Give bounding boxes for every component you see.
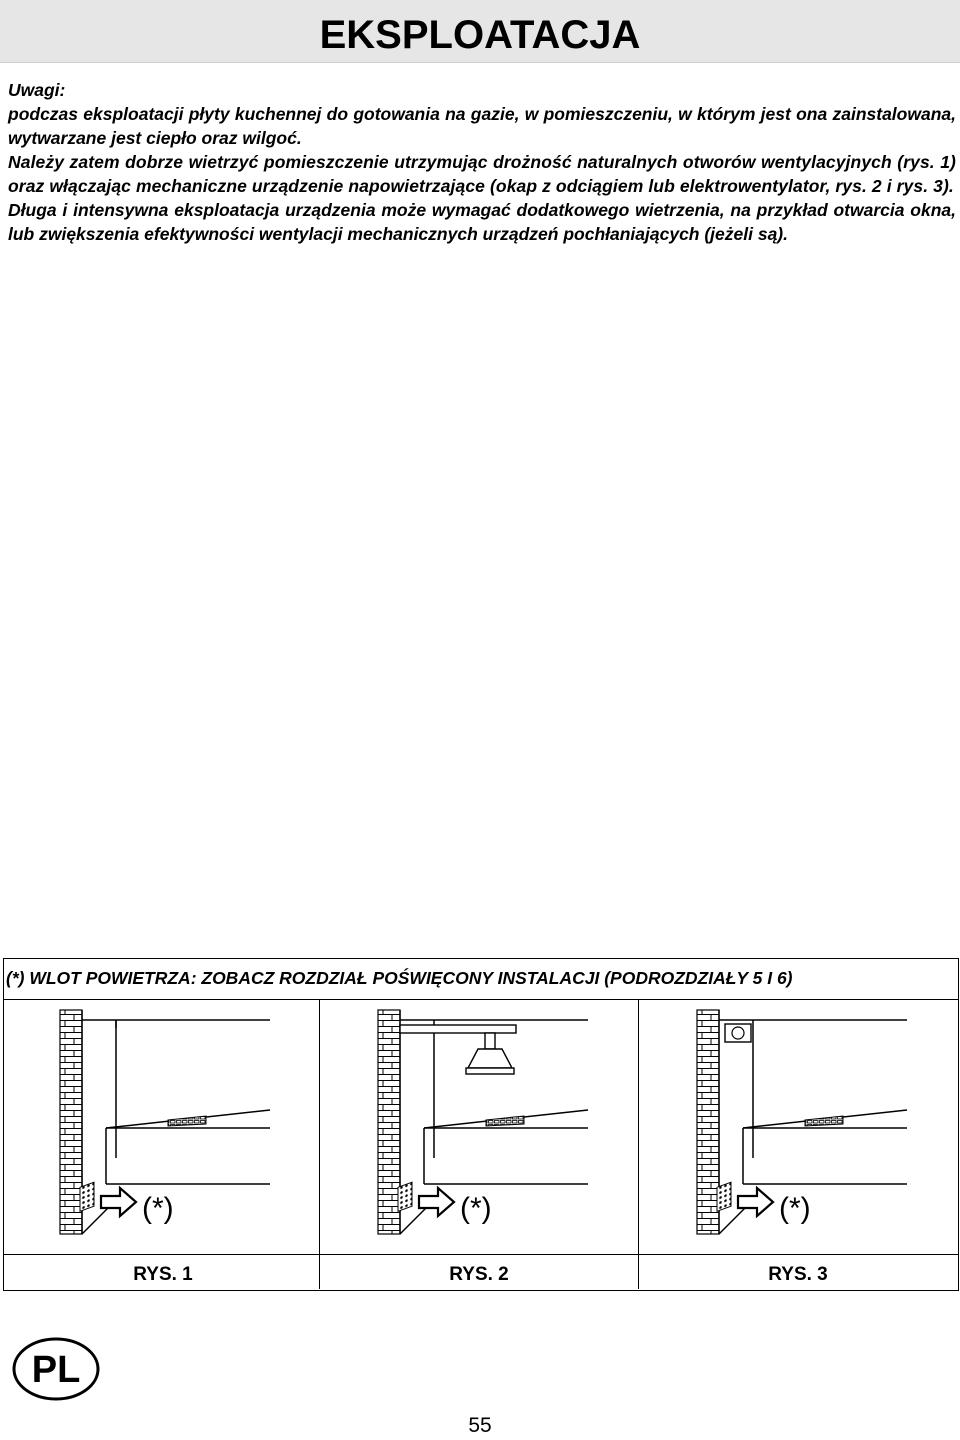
page-title — [0, 12, 960, 58]
gas-hob — [486, 1116, 524, 1126]
air-inlet-arrow — [101, 1188, 136, 1216]
labels-divider — [3, 1254, 959, 1255]
country-badge-icon — [12, 1337, 100, 1401]
figure-label-rys-2: RYS. 2 — [449, 1264, 509, 1285]
page-title-text: EKSPLOATACJA — [319, 13, 641, 57]
figure-column-divider-1 — [319, 999, 320, 1289]
air-inlet-marker: (*) — [142, 1192, 174, 1225]
figures-divider — [3, 999, 959, 1000]
gas-hob — [805, 1116, 843, 1126]
kitchen-diagram-rys-1 — [56, 1008, 306, 1238]
notes-paragraph-3: Długa i intensywna eksploatacja urządzenia może wymagać dodatkowego wietrzenia, na przykład otwarcia okna, lub zwiększenia efektywności wentylacji mechanicznych urządzeń pochłaniających (jeżeli są). — [8, 200, 956, 244]
kitchen-diagram-rys-2 — [374, 1008, 624, 1238]
page-number: 55 — [468, 1414, 492, 1437]
brick-wall — [60, 1010, 82, 1234]
air-inlet-arrow — [419, 1188, 454, 1216]
cooker-hood-icon — [400, 1025, 516, 1074]
figure-column-divider-2 — [638, 999, 639, 1289]
brick-wall — [697, 1010, 719, 1234]
figure-rys-2 — [374, 1008, 624, 1238]
figure-label-rys-1: RYS. 1 — [133, 1264, 193, 1285]
notes-paragraph-1: podczas eksploatacji płyty kuchennej do gotowania na gazie, w pomieszczeniu, w którym jest ona zainstalowana, wytwarzane jest ciepło oraz wilgoć. — [8, 104, 956, 148]
air-inlet-marker: (*) — [460, 1192, 492, 1225]
figures-caption: (*) WLOT POWIETRZA: ZOBACZ ROZDZIAŁ POŚWIĘCONY INSTALACJI (PODROZDZIAŁY 5 I 6) — [6, 968, 793, 988]
vent-grille — [398, 1182, 412, 1211]
notes-heading: Uwagi: — [8, 80, 66, 100]
figure-rys-3 — [693, 1008, 943, 1238]
vent-grille — [717, 1182, 731, 1211]
kitchen-diagram-rys-3 — [693, 1008, 943, 1238]
brick-wall — [378, 1010, 400, 1234]
electric-fan-icon — [725, 1024, 751, 1042]
notes-paragraph-2: Należy zatem dobrze wietrzyć pomieszczenie utrzymując drożność naturalnych otworów wentylacyjnych (rys. 1) oraz włączając mechaniczne urządzenie napowietrzające (okap z odciągiem lub elektrowentylator, rys. 2 i rys. 3). — [8, 152, 956, 196]
country-code: PL — [31, 1349, 81, 1391]
air-inlet-marker: (*) — [779, 1192, 811, 1225]
notes-section — [8, 78, 956, 246]
vent-grille — [80, 1182, 94, 1211]
figure-rys-1 — [56, 1008, 306, 1238]
air-inlet-arrow — [738, 1188, 773, 1216]
gas-hob — [168, 1116, 206, 1126]
figure-label-rys-3: RYS. 3 — [768, 1264, 828, 1285]
